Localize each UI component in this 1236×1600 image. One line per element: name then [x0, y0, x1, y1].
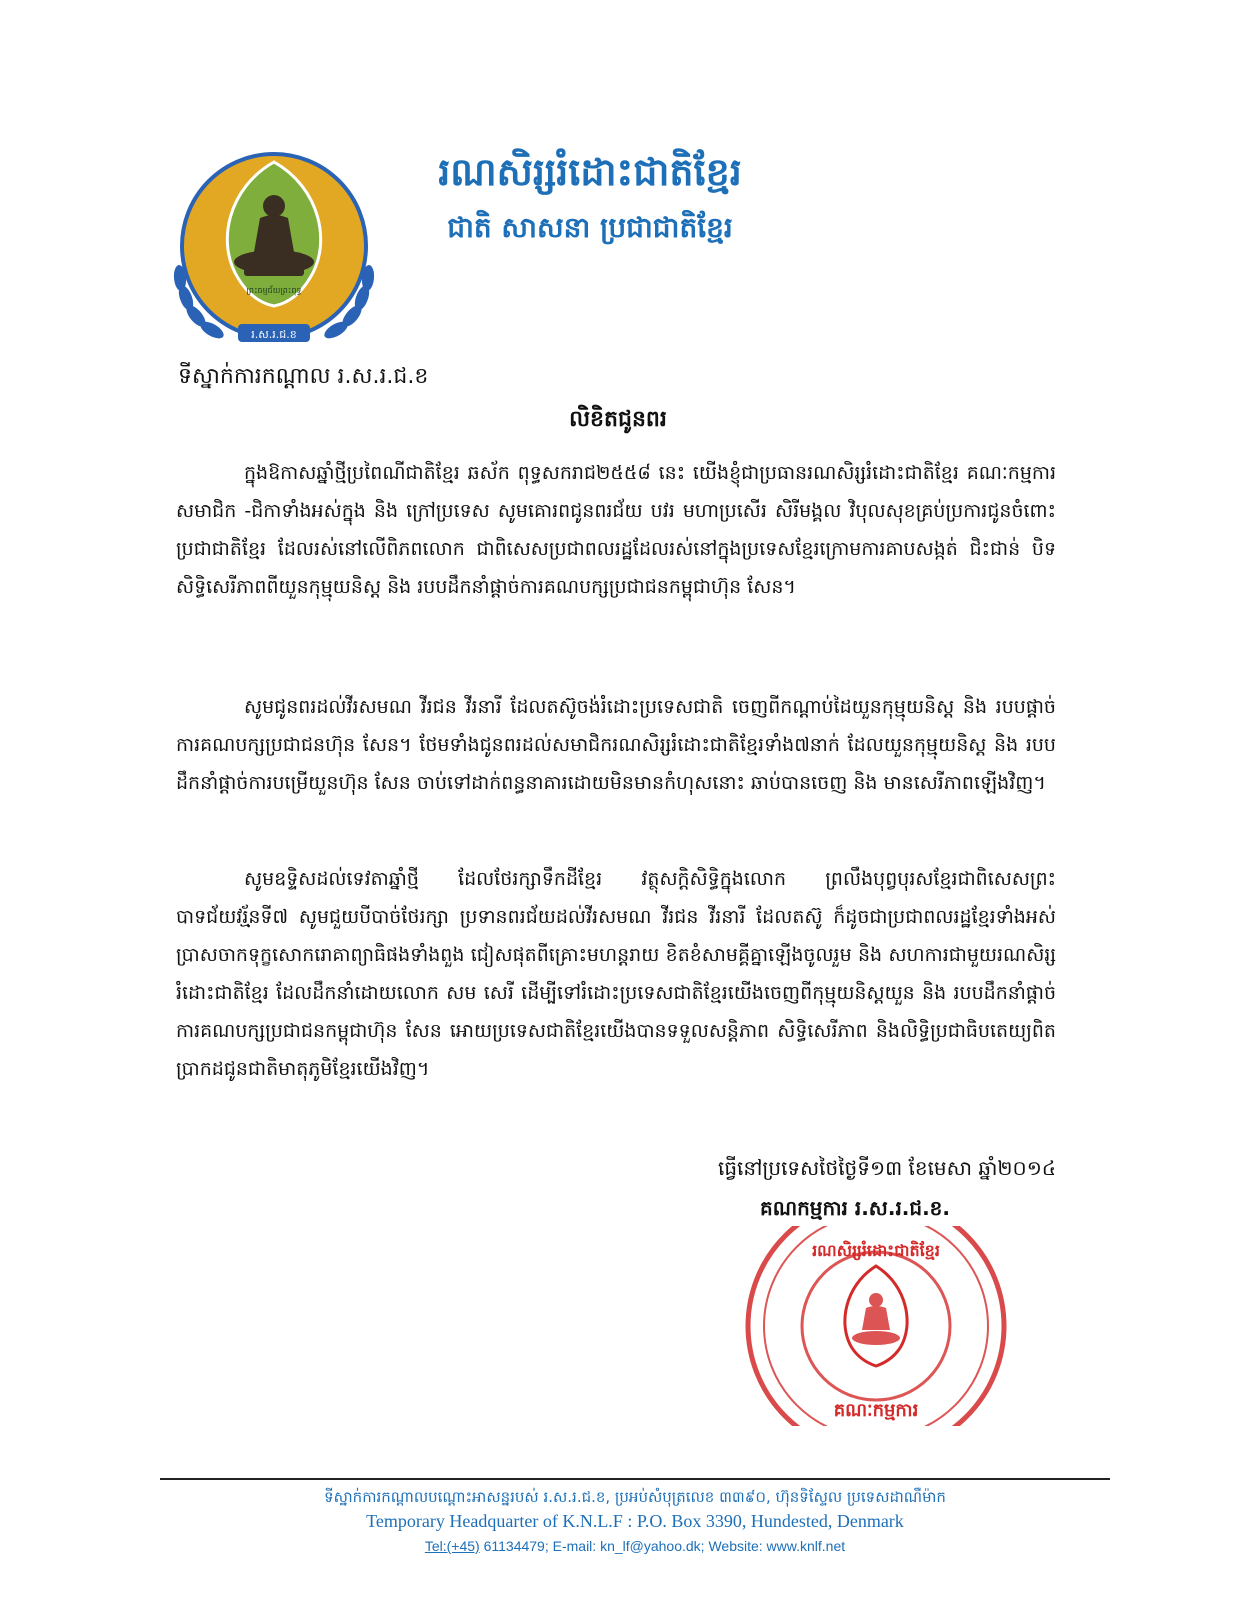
- letter-paragraph: ក្នុងឱកាសឆ្នាំថ្មីប្រពៃណីជាតិខ្មែរ ឆស័ក ពុទ្ធសករាជ២៥៥៨ នេះ យើងខ្ញុំជាប្រធានរណសិរ្សរំដោះជាតិខ្មែរ គណៈកម្មការ សមាជិក -ជិកាទាំងអស់ក្នុង និង ក្រៅប្រទេស សូមគោរពជូនពរជ័យ បវរ មហាប្រសើរ សិរីមង្គល វិបុលសុខគ្រប់ប្រការជូនចំពោះប្រជាជាតិខ្មែរ ដែលរស់នៅលើពិភពលោក ជាពិសេសប្រជាពលរដ្ឋដែលរស់នៅក្នុងប្រទេសខ្មែរក្រោមការគាបសង្កត់ ជិះជាន់ បិទសិទ្ធិសេរីភាពពីយួនកុម្មុយនិស្ត និង របបដឹកនាំផ្តាច់ការគណបក្សប្រជាជនកម្ពុជាហ៊ុន សែន។: [176, 462, 1056, 598]
- organization-slogan: ជាតិ សាសនា ប្រជាជាតិខ្មែរ: [447, 211, 733, 244]
- footer-contact: [160, 1534, 1110, 1558]
- date-line: ធ្វើនៅប្រទេសថៃថ្ងៃទី១៣ ខែមេសា ឆ្នាំ២០១៤: [717, 1156, 1056, 1180]
- footer-divider: [160, 1478, 1110, 1480]
- footer-contact-details: 61134479; E-mail: kn_lf@yahoo.dk; Website: www.knlf.net: [483, 1538, 846, 1554]
- signature-line: គណកម្មការ រ.ស.រ.ជ.ខ.: [760, 1196, 950, 1220]
- logo-banner: រ.ស.រ.ជ.ខ: [251, 328, 297, 341]
- footer-english-address: Temporary Headquarter of K.N.L.F : P.O. Box 3390, Hundested, Denmark: [366, 1511, 904, 1531]
- stamp-top-text: រណសិរ្សរំដោះជាតិខ្មែរ: [812, 1241, 940, 1260]
- footer-tel-link[interactable]: Tel:(+45): [424, 1538, 480, 1554]
- footer-khmer-address: ទីស្នាក់ការកណ្តាលបណ្តោះអាសន្នរបស់ រ.ស.រ.ជ.ខ, ប្រអប់សំបុត្រលេខ ៣៣៩០, ហ៊ុនទិស្ទែល ប្រទេសដាណឺម៉ាក: [324, 1488, 946, 1506]
- stamp-bottom-text: គណៈកម្មការ: [833, 1400, 919, 1421]
- letter-title: លិខិតជូនពរ: [569, 407, 667, 432]
- organization-logo: [168, 148, 380, 358]
- footer: [160, 1486, 1110, 1558]
- official-stamp: [726, 1226, 1026, 1426]
- organization-name: រណសិរ្សរំដោះជាតិខ្មែរ: [438, 150, 742, 194]
- letter-paragraph: សូមឧទ្ទិសដល់ទេវតាឆ្នាំថ្មី ដែលថែរក្សាទឹកដីខ្មែរ វត្ថុសក្តិសិទ្ធិក្នុងលោក ព្រលឹងបុព្វបុរសខ្មែរជាពិសេសព្រះបាទជ័យវរ្ម័នទី៧ សូមជួយបីបាច់ថែរក្សា ប្រទានពរជ័យដល់វីរសមណ វីរជន វីរនារី ដែលតស៊ូ ក៏ដូចជាប្រជាពលរដ្ឋខ្មែរទាំងអស់ ប្រាសចាកទុក្ខសោករោគាព្យាធិផងទាំងពួង ជៀសផុតពីគ្រោះមហន្តរាយ ខិតខំសាមគ្គីគ្នាឡើងចូលរួម និង សហការជាមួយរណសិរ្សរំដោះជាតិខ្មែរ ដែលដឹកនាំដោយលោក សម សេរី ដើម្បីទៅរំដោះប្រទេសជាតិខ្មែរយើងចេញពីកុម្មុយនិស្តយួន និង របបដឹកនាំផ្តាច់ការគណបក្សប្រជាជនកម្ពុជាហ៊ុន សែន អោយប្រទេសជាតិខ្មែរយើងបានទទួលសន្តិភាព សិទ្ធិសេរីភាព និងលិទ្ធិប្រជាធិបតេយ្យពិតប្រាកដជូនជាតិមាតុភូមិខ្មែរយើងវិញ។: [176, 868, 1056, 1080]
- office-label: ទីស្នាក់ការកណ្តាល រ.ស.រ.ជ.ខ: [178, 364, 429, 389]
- letter-paragraph: សូមជូនពរដល់វីរសមណ វីរជន វីរនារី ដែលតស៊ូចង់រំដោះប្រទេសជាតិ ចេញពីកណ្តាប់ដៃយួនកុម្មុយនិស្ត និង របបផ្តាច់ការគណបក្សប្រជាជនហ៊ុន សែន។ ថែមទាំងជូនពរដល់សមាជិករណសិរ្សរំដោះជាតិខ្មែរទាំង៧នាក់ ដែលយួនកុម្មុយនិស្ត និង របបដឹកនាំផ្តាច់ការបម្រើយួនហ៊ុន សែន ចាប់ទៅដាក់ពន្ធនាគារដោយមិនមានកំហុសនោះ ឆាប់បានចេញ និង មានសេរីភាពឡើងវិញ។: [176, 696, 1056, 794]
- logo-caption: ព្រះធម្មជ័យព្រះពុទ្ធ: [246, 286, 302, 295]
